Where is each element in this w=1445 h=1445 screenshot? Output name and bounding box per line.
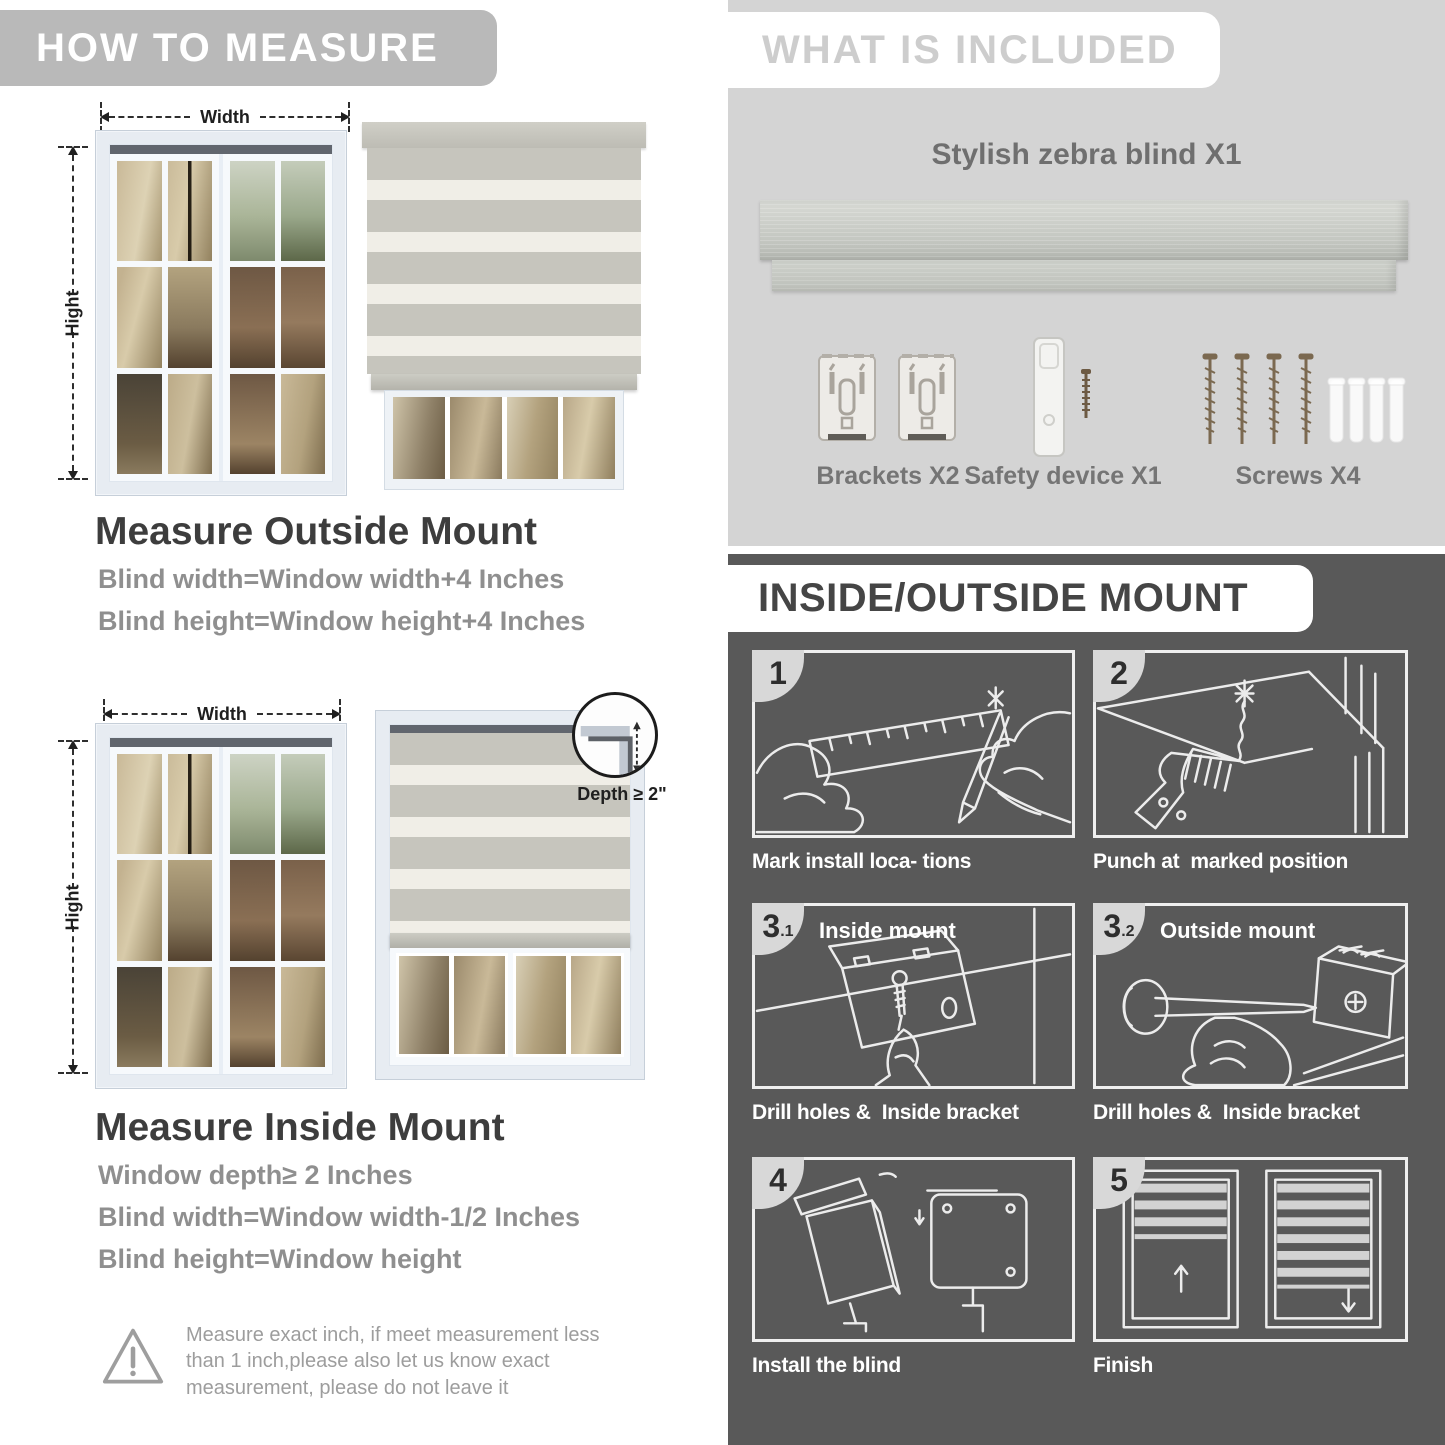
step-badge: 3 .2	[1093, 903, 1145, 955]
what-is-included-banner	[728, 12, 1220, 88]
step-title: Inside mount	[819, 918, 956, 943]
how-to-measure-banner	[0, 10, 497, 86]
window-pane	[516, 956, 566, 1054]
depth-label: Depth ≥ 2"	[577, 784, 667, 804]
window-pane	[230, 967, 275, 1067]
window-pane	[117, 967, 162, 1067]
window-pane	[281, 161, 326, 261]
window-pane	[281, 860, 326, 960]
step-5	[1093, 1157, 1408, 1378]
inside-mount-heading: Measure Inside Mount	[95, 1106, 505, 1149]
window-pane	[507, 397, 559, 479]
window-pane	[571, 956, 621, 1054]
mount-steps-banner	[728, 565, 1313, 632]
step-badge: 1	[752, 650, 804, 702]
window-pane	[168, 267, 213, 367]
window-pane	[168, 860, 213, 960]
what-is-included-title: WHAT IS INCLUDED	[762, 27, 1178, 72]
mount-steps-panel	[728, 554, 1445, 1445]
step-title: Outside mount	[1160, 918, 1316, 943]
outside-rule-width: Blind width=Window width+4 Inches	[98, 564, 565, 594]
inside-rule-depth: Window depth≥ 2 Inches	[98, 1160, 413, 1190]
what-is-included-panel	[728, 0, 1445, 546]
step-caption: Mark install loca- tions	[752, 850, 972, 873]
product-label: Stylish zebra blind X1	[931, 138, 1242, 171]
window-pane	[230, 374, 275, 474]
window-pane	[281, 754, 326, 854]
mount-steps-title: INSIDE/OUTSIDE MOUNT	[758, 576, 1249, 620]
arrow-up-icon	[68, 740, 78, 749]
step-badge: 5	[1093, 1157, 1145, 1209]
step-3-2	[1093, 903, 1408, 1125]
window-illustration-inside	[95, 723, 347, 1089]
screws-label: Screws X4	[1235, 462, 1361, 490]
window-pane	[450, 397, 502, 479]
window-pane	[281, 967, 326, 1067]
step-3-1	[752, 903, 1075, 1125]
arrow-down-icon	[68, 471, 78, 480]
width-measure-arrow	[103, 703, 341, 725]
window-pane	[281, 374, 326, 474]
window-pane	[454, 956, 504, 1054]
blind-bottom-rail	[390, 933, 630, 948]
height-measure-arrow	[62, 146, 84, 480]
outside-rule-height: Blind height=Window height+4 Inches	[98, 606, 586, 636]
corner-depth-icon	[575, 695, 655, 775]
step-caption: Install the blind	[752, 1354, 901, 1377]
arrow-right-icon	[341, 112, 350, 122]
step-badge: 4	[752, 1157, 804, 1209]
height-label: Hight	[62, 290, 83, 336]
window-pane	[230, 267, 275, 367]
arrow-right-icon	[332, 709, 341, 719]
step-4	[752, 1157, 1075, 1378]
window-pane	[117, 860, 162, 960]
blind-headrail	[362, 122, 646, 148]
step-1	[752, 650, 1075, 874]
zebra-blind-product-image	[760, 200, 1408, 291]
window-pane	[230, 754, 275, 854]
arrow-left-icon	[103, 709, 112, 719]
inside-rule-width: Blind width=Window width-1/2 Inches	[98, 1202, 581, 1232]
width-measure-arrow	[100, 106, 350, 128]
drill-illustration	[1096, 653, 1405, 835]
step-caption: Punch at marked position	[1093, 850, 1349, 873]
step-caption: Drill holes & Inside bracket	[1093, 1101, 1360, 1124]
warning-triangle-icon	[100, 1326, 166, 1393]
step-caption: Finish	[1093, 1354, 1154, 1377]
window-pane	[393, 397, 445, 479]
width-label: Width	[200, 106, 250, 127]
mark-locations-illustration	[755, 653, 1072, 835]
arrow-down-icon	[68, 1065, 78, 1074]
step-badge: 2	[1093, 650, 1145, 702]
window-pane	[168, 967, 213, 1067]
screws-icon	[1198, 352, 1408, 463]
width-label: Width	[197, 703, 247, 724]
window-pane	[168, 161, 213, 261]
window-pane	[399, 956, 449, 1054]
window-pane	[230, 860, 275, 960]
finish-illustration	[1096, 1160, 1405, 1339]
depth-magnifier-callout	[572, 692, 658, 778]
inside-rule-height: Blind height=Window height	[98, 1244, 462, 1274]
outside-mount-blind-illustration	[362, 122, 646, 490]
window-pane	[117, 161, 162, 261]
outside-mount-heading: Measure Outside Mount	[95, 510, 538, 553]
measure-note: Measure exact inch, if meet measurement less than 1 inch,please also let us know exact measurement, please do not leave it	[186, 1324, 600, 1399]
step-2	[1093, 650, 1408, 874]
window-pane	[563, 397, 615, 479]
arrow-left-icon	[100, 112, 109, 122]
blind-bottom-rail	[371, 374, 637, 390]
window-peek	[384, 390, 624, 490]
how-to-measure-title: HOW TO MEASURE	[36, 25, 439, 70]
window-pane	[281, 267, 326, 367]
step-badge: 3 .1	[752, 903, 804, 955]
window-pane	[230, 161, 275, 261]
window-pane	[168, 754, 213, 854]
zebra-fabric	[367, 148, 641, 374]
window-pane	[117, 267, 162, 367]
height-label: Hight	[62, 884, 83, 930]
height-measure-arrow	[62, 740, 84, 1074]
brackets-label: Brackets X2	[816, 462, 960, 490]
arrow-up-icon	[68, 146, 78, 155]
safety-device-icon	[1028, 336, 1103, 467]
safety-device-label: Safety device X1	[964, 462, 1162, 490]
window-pane	[117, 754, 162, 854]
install-blind-illustration	[755, 1160, 1072, 1339]
window-pane	[168, 374, 213, 474]
window-illustration-outside	[95, 130, 347, 496]
step-caption: Drill holes & Inside bracket	[752, 1101, 1019, 1124]
window-pane	[117, 374, 162, 474]
brackets-icon	[816, 350, 958, 455]
